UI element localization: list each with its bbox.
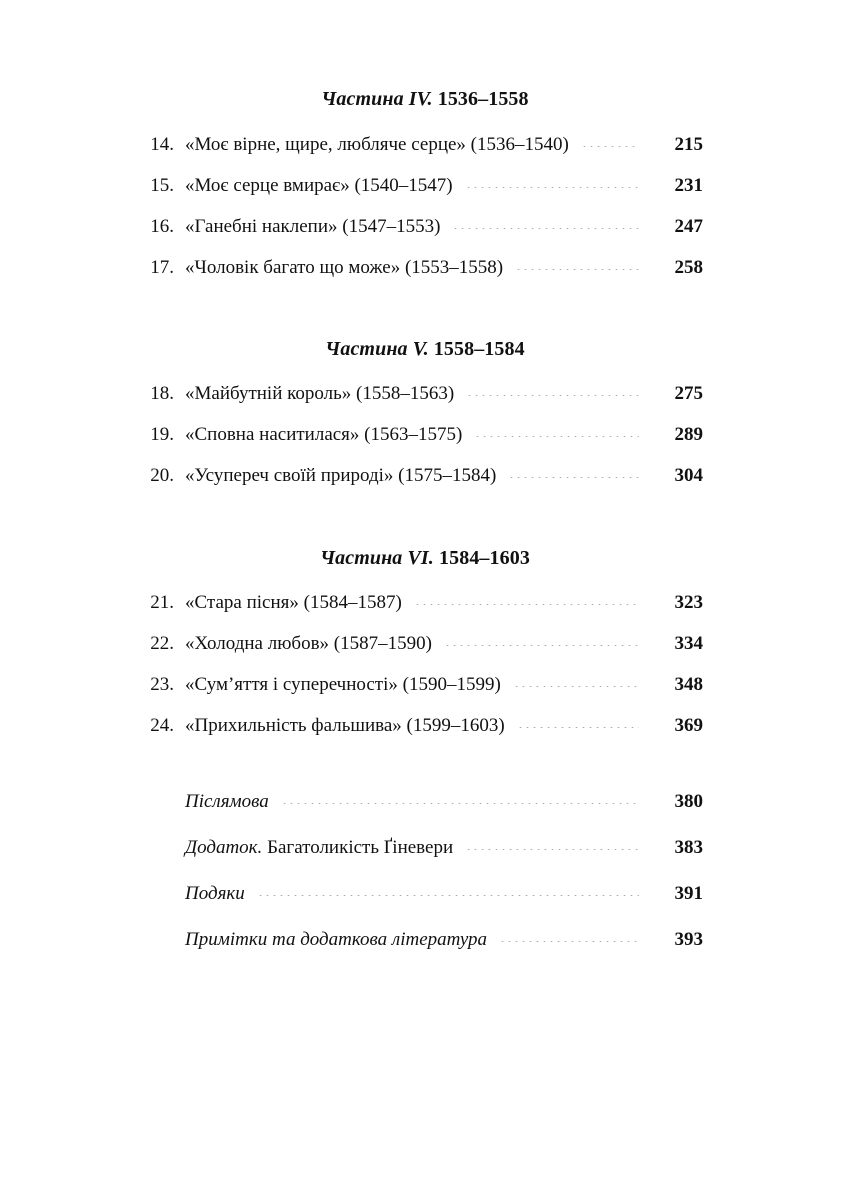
toc-entry[interactable] — [147, 423, 703, 446]
entry-page-number: 304 — [674, 465, 703, 486]
entry-page-number: 289 — [674, 424, 703, 445]
toc-entry[interactable] — [147, 591, 703, 614]
entry-title — [185, 836, 461, 859]
part-heading-years: 1536–1558 — [437, 88, 529, 110]
entry-title: «Сповна наситилася» (1563–1575) — [185, 424, 463, 445]
toc-body — [147, 86, 703, 951]
part-heading-name: Частина VI. — [320, 547, 434, 569]
entry-number: 22. — [150, 633, 174, 654]
entry-title — [185, 928, 495, 951]
entry-number: 23. — [150, 674, 174, 695]
toc-entry[interactable] — [147, 133, 703, 156]
entry-page-number: 380 — [674, 791, 703, 812]
entry-page-number: 391 — [674, 883, 703, 904]
part-heading — [147, 86, 703, 112]
entry-title-italic: Примітки та додаткова література — [185, 929, 488, 950]
toc-entry[interactable] — [147, 174, 703, 197]
toc-entry[interactable] — [147, 928, 703, 951]
part-heading-name: Частина IV. — [321, 88, 433, 110]
entry-title-roman: Багатоликість Ґіневери — [262, 837, 454, 858]
toc-part-section — [147, 86, 703, 279]
part-heading — [147, 336, 703, 362]
leader-dots — [461, 187, 649, 188]
part-heading — [147, 545, 703, 571]
leader-dots — [470, 436, 649, 437]
leader-dots — [577, 146, 649, 147]
entry-title-italic: Додаток. — [185, 837, 263, 858]
entry-page-number: 275 — [674, 383, 703, 404]
entry-page-number: 258 — [674, 257, 703, 278]
entry-title: «Моє серце вмирає» (1540–1547) — [185, 175, 453, 196]
toc-entry[interactable] — [147, 382, 703, 405]
entry-page-number: 215 — [674, 134, 703, 155]
toc-part-section — [147, 336, 703, 487]
part-heading-years: 1558–1584 — [433, 338, 525, 360]
entry-title: «Ганебні наклепи» (1547–1553) — [185, 216, 441, 237]
entry-title: «Сум’яття і суперечності» (1590–1599) — [185, 674, 501, 695]
entry-number: 18. — [150, 383, 174, 404]
entry-number: 19. — [150, 424, 174, 445]
entry-number: 17. — [150, 257, 174, 278]
toc-entry[interactable] — [147, 632, 703, 655]
toc-part-section — [147, 545, 703, 737]
leader-dots — [277, 803, 649, 804]
entry-number: 24. — [150, 715, 174, 736]
entry-title: «Майбутній король» (1558–1563) — [185, 383, 455, 404]
leader-dots — [253, 895, 649, 896]
entry-number: 14. — [150, 134, 174, 155]
leader-dots — [462, 395, 649, 396]
entry-title: «Прихильність фальшива» (1599–1603) — [185, 715, 505, 736]
toc-backmatter-section — [147, 790, 703, 951]
leader-dots — [509, 686, 649, 687]
entry-page-number: 393 — [674, 929, 703, 950]
entry-title: «Чоловік багато що може» (1553–1558) — [185, 257, 504, 278]
entry-page-number: 334 — [674, 633, 703, 654]
leader-dots — [513, 727, 649, 728]
entry-page-number: 231 — [674, 175, 703, 196]
entry-number: 16. — [150, 216, 174, 237]
entry-page-number: 369 — [674, 715, 703, 736]
toc-entry[interactable] — [147, 790, 703, 813]
entry-number: 21. — [150, 592, 174, 613]
leader-dots — [511, 269, 649, 270]
leader-dots — [410, 604, 649, 605]
toc-entry[interactable] — [147, 256, 703, 279]
toc-entry[interactable] — [147, 215, 703, 238]
entry-page-number: 323 — [674, 592, 703, 613]
leader-dots — [504, 477, 649, 478]
leader-dots — [495, 941, 649, 942]
toc-entry[interactable] — [147, 836, 703, 859]
leader-dots — [448, 228, 649, 229]
leader-dots — [461, 849, 649, 850]
entry-number: 15. — [150, 175, 174, 196]
toc-entry[interactable] — [147, 714, 703, 737]
entry-title — [185, 790, 277, 813]
toc-entry[interactable] — [147, 673, 703, 696]
entry-page-number: 383 — [674, 837, 703, 858]
entry-title: «Моє вірне, щире, любляче серце» (1536–1540) — [185, 134, 569, 155]
entry-title: «Холодна любов» (1587–1590) — [185, 633, 432, 654]
part-heading-years: 1584–1603 — [439, 547, 530, 569]
entry-title — [185, 882, 253, 905]
entry-title-italic: Подяки — [185, 883, 245, 904]
part-heading-name: Частина V. — [325, 338, 429, 360]
entry-page-number: 247 — [674, 216, 703, 237]
toc-entry[interactable] — [147, 882, 703, 905]
entry-title: «Усупереч своїй природі» (1575–1584) — [185, 465, 497, 486]
toc-entry[interactable] — [147, 464, 703, 487]
entry-title: «Стара пісня» (1584–1587) — [185, 592, 402, 613]
entry-page-number: 348 — [674, 674, 703, 695]
entry-title-italic: Післямова — [185, 791, 269, 812]
leader-dots — [440, 645, 649, 646]
entry-number: 20. — [150, 465, 174, 486]
